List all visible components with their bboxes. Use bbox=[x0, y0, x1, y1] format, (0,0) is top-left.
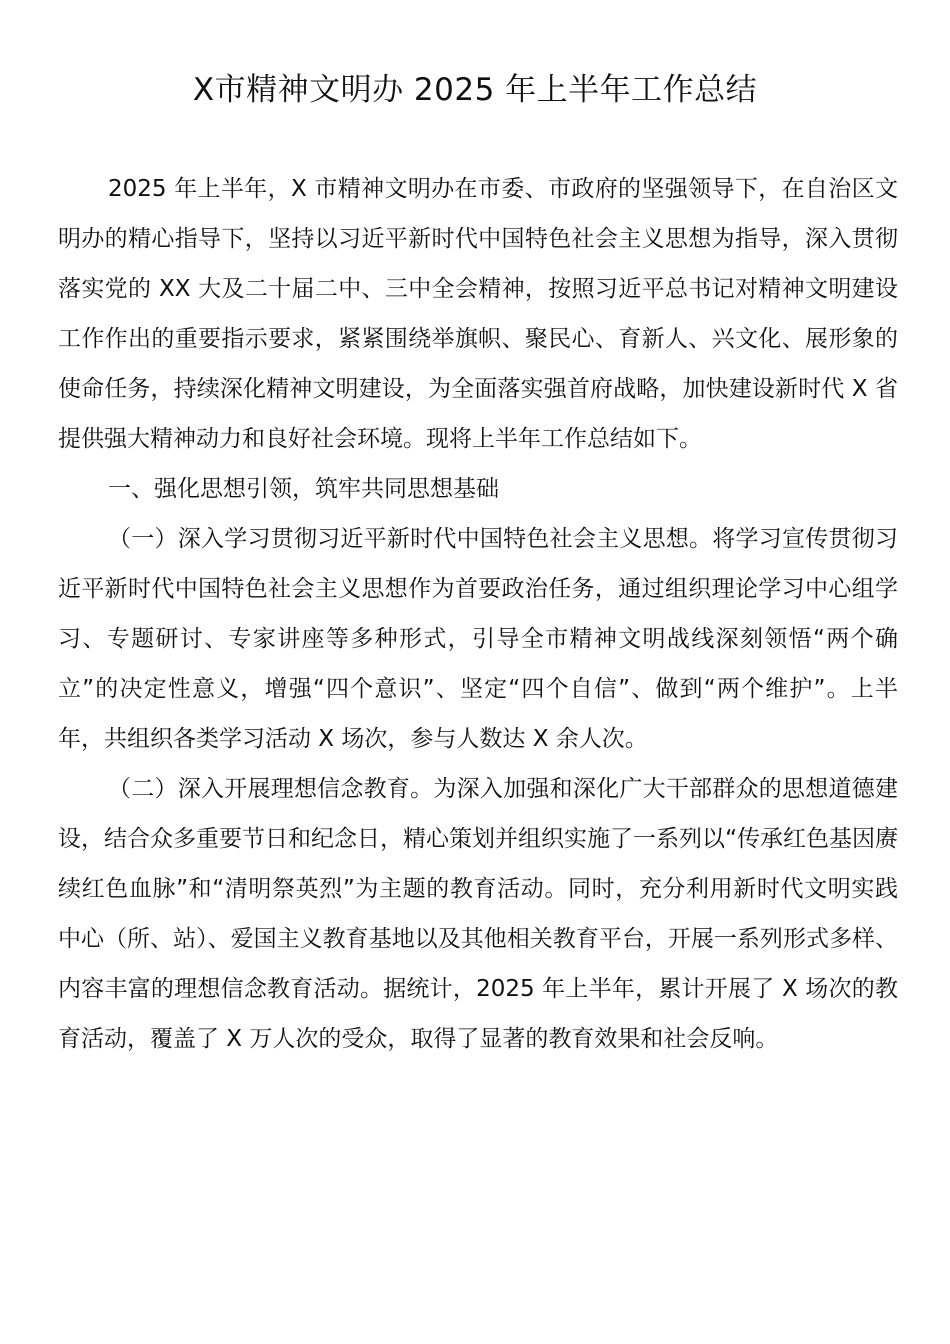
section-heading-1: 一、强化思想引领，筑牢共同思想基础 bbox=[108, 476, 499, 502]
subsection-paragraph-2: （二）深入开展理想信念教育。为深入加强和深化广大干部群众的思想道德建设，结合众多重要节日和纪念日，精心策划并组织实施了一系列以“传承红色基因赓续红色血脉”和“清明祭英烈”为主题的教育活动。同时，充分利用新时代文明实践中心（所、站）、爱国主义教育基地以及其他相关教育平台，开展一系列形式多样、内容丰富的理想信念教育活动。据统计，2025 年上半年，累计开展了 X 场次的教育活动，覆盖了 X 万人次的受众，取得了显著的教育效果和社会反响。 bbox=[58, 776, 898, 1052]
subsection-paragraph-1: （一）深入学习贯彻习近平新时代中国特色社会主义思想。将学习宣传贯彻习近平新时代中国特色社会主义思想作为首要政治任务，通过组织理论学习中心组学习、专题研讨、专家讲座等多种形式，引导全市精神文明战线深刻领悟“两个确立”的决定性意义，增强“四个意识”、坚定“四个自信”、做到“两个维护”。上半年，共组织各类学习活动 X 场次，参与人数达 X 余人次。 bbox=[58, 526, 898, 752]
document-title: X市精神文明办 2025 年上半年工作总结 bbox=[192, 72, 758, 108]
intro-paragraph: 2025 年上半年，X 市精神文明办在市委、市政府的坚强领导下，在自治区文明办的精心指导下，坚持以习近平新时代中国特色社会主义思想为指导，深入贯彻落实党的 XX 大及二十届二中、三中全会精神，按照习近平总书记对精神文明建设工作作出的重要指示要求，紧紧围绕举旗帜、聚民心、育新人、兴文化、展形象的使命任务，持续深化精神文明建设，为全面落实强首府战略，加快建设新时代 X 省提供强大精神动力和良好社会环境。现将上半年工作总结如下。 bbox=[58, 176, 898, 452]
document-body bbox=[58, 164, 898, 1064]
